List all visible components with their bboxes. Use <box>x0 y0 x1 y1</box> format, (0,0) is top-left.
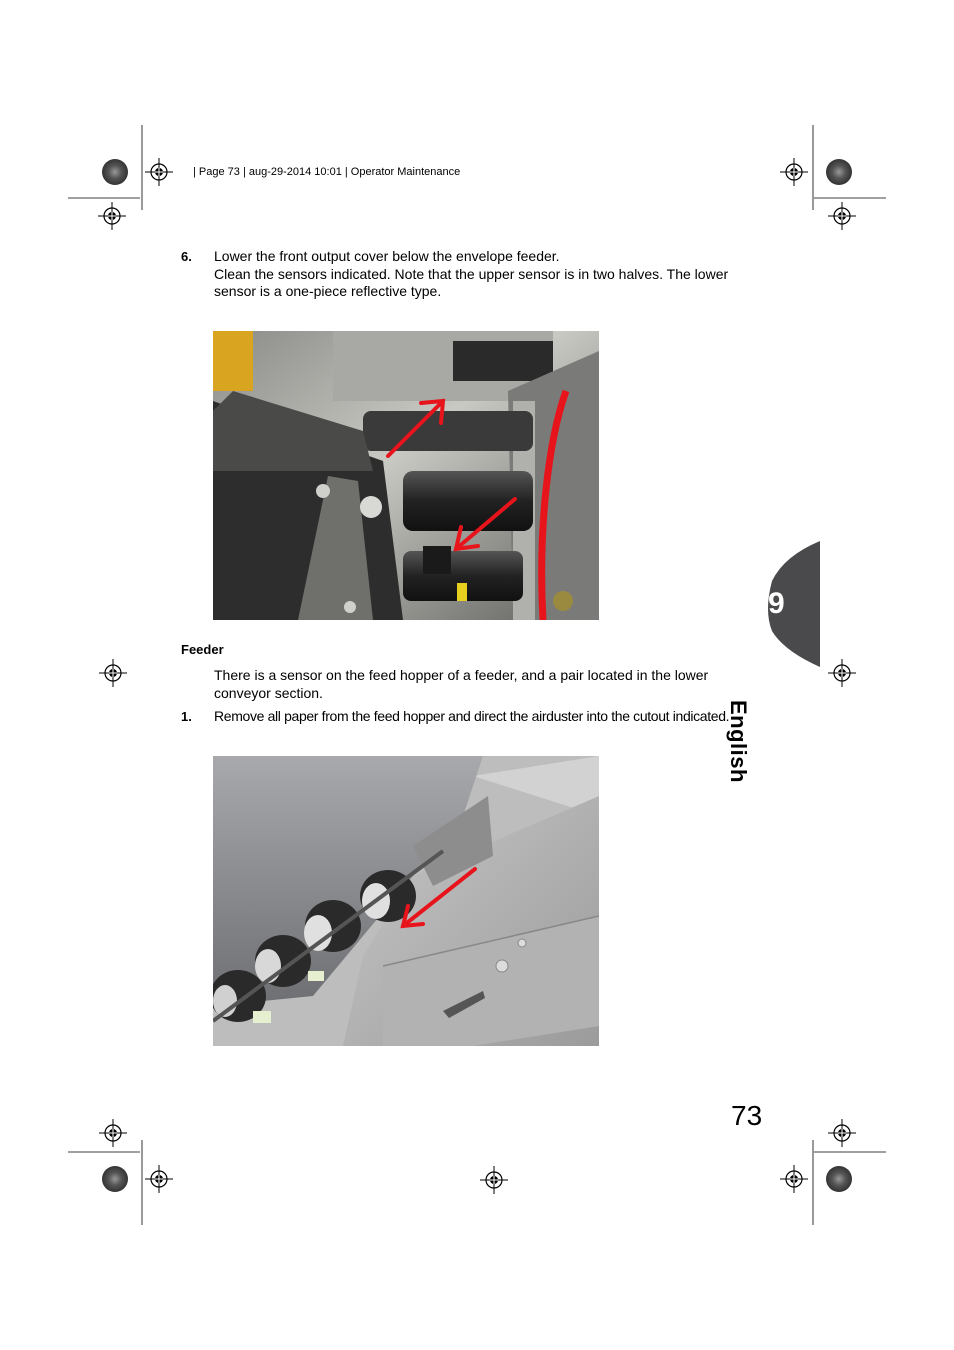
page-number: 73 <box>731 1100 763 1131</box>
running-header: | Page 73 | aug-29-2014 10:01 | Operator Maintenance <box>193 166 461 178</box>
step-1-number: 1. <box>181 709 192 724</box>
feed-hopper-photo <box>213 756 599 1046</box>
step-6-text <box>214 248 754 301</box>
step-6-line-3: sensor is a one-piece reflective type. <box>214 283 442 299</box>
feeder-intro-line-1: There is a sensor on the feed hopper of a feeder, and a pair located in the lower <box>214 667 709 683</box>
step-6-line-1: Lower the front output cover below the envelope feeder. <box>214 248 560 264</box>
chapter-number: 9 <box>768 587 785 620</box>
feeder-intro <box>214 667 754 702</box>
step-1-text: Remove all paper from the feed hopper and direct the airduster into the cutout indicated. <box>214 708 730 724</box>
step-6-number: 6. <box>181 249 192 264</box>
sensor-photo <box>213 331 599 620</box>
language-label: English <box>726 700 751 783</box>
feeder-heading: Feeder <box>181 642 224 657</box>
feeder-intro-line-2: conveyor section. <box>214 684 323 701</box>
step-6-line-2: Clean the sensors indicated. Note that the upper sensor is in two halves. The lower <box>214 265 729 282</box>
